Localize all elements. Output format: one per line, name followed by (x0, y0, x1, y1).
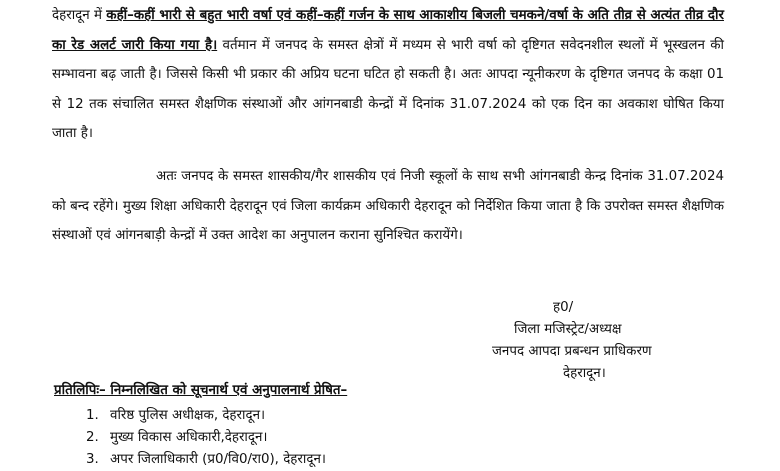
list-item (86, 405, 326, 427)
list-item-number: 3. (86, 452, 99, 467)
list-item-text: अपर जिलाधिकारी (प्र0/वि0/रा0), देहरादून। (110, 452, 326, 467)
signature-mark: ह0/ (553, 300, 574, 315)
list-item-number: 2. (86, 430, 99, 445)
order-paragraph-1 (52, 1, 724, 149)
copy-heading: प्रतिलिपिः– निम्नलिखित को सूचनार्थ एवं अनुपालनार्थ प्रेषित– (54, 383, 348, 398)
para1-body: वर्तमान में जनपद के समस्त क्षेत्रों में मध्यम से भारी वर्षा को दृष्टिगत सवेदनशील स्थलों में भूस्खलन की सम्भावना बढ़ जाती है। जिससे किसी भी प्रकार की अप्रिय घटना घटित हो सकती है। अतः आपदा न्यूनीकरण के दृष्टिगत जनपद के कक्षा 01 से 12 तक संचालित समस्त शैक्षणिक संस्थाओं और आंगनबाडी केन्द्रों में दिनांक 31.07.2024 को एक दिन का अवकाश घोषित किया जाता है। (52, 37, 724, 141)
list-item (86, 449, 326, 471)
para1-lead: देहरादून में (52, 8, 102, 23)
copy-recipient-list (86, 405, 326, 471)
list-item (86, 427, 326, 449)
list-item-text: मुख्य विकास अधिकारी,देहरादून। (110, 430, 268, 445)
signatory-authority: जनपद आपदा प्रबन्धन प्राधिकरण (492, 344, 652, 359)
list-item-number: 1. (86, 408, 99, 423)
order-paragraph-2: अतः जनपद के समस्त शासकीय/गैर शासकीय एवं निजी स्कूलों के साथ सभी आंगनबाडी केन्द्र दिनांक 31.07.2024 को बन्द रहेंगे। मुख्य शिक्षा अधिकारी देहरादून एवं जिला कार्यक्रम अधिकारी देहरादून को निर्देशित किया जाता है कि उपरोक्त समस्त शैक्षणिक संस्थाओं एवं आंगनबाड़ी केन्द्रों में उक्त आदेश का अनुपालन कराना सुनिश्चित करायेंगे। (52, 169, 724, 243)
signatory-place: देहरादून। (563, 366, 606, 381)
signatory-designation: जिला मजिस्ट्रेट/अध्यक्ष (514, 322, 622, 337)
list-item-text: वरिष्ठ पुलिस अधीक्षक, देहरादून। (110, 408, 266, 423)
red-alert-notice: कहीं–कहीं भारी से बहुत भारी वर्षा एवं कहीं–कहीं गर्जन के साथ आकाशीय बिजली चमकने/वर्षा के अति तीव्र से अत्यंत तीव्र दौर का रेड अलर्ट जारी किया गया है। (52, 8, 724, 53)
